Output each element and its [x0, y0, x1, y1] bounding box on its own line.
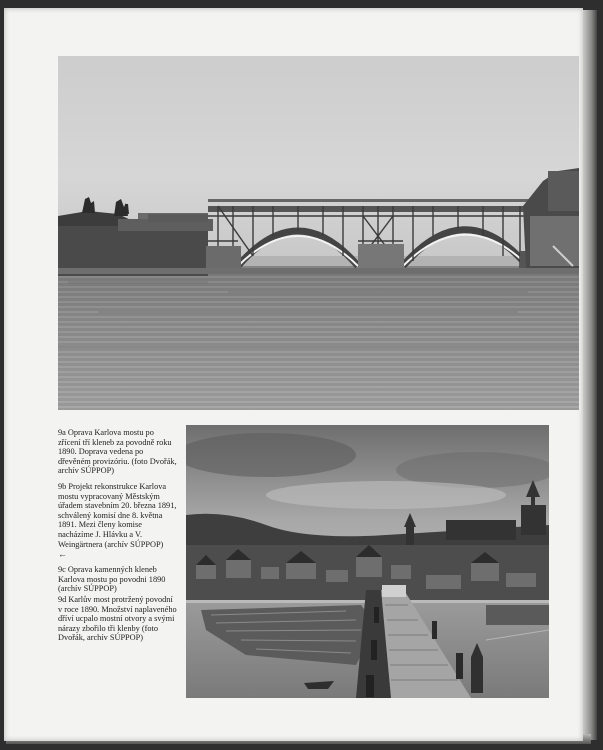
caption-9d: 9d Karlův most protržený povodní v roce 1890. Množství naplaveného dříví ucpalo mostní otvory a svými nárazy zbořilo tři klenby (foto Dvořák, archív SÚPPOP)	[58, 594, 177, 643]
prague-panorama-illustration	[186, 425, 549, 698]
page-edge	[583, 10, 597, 740]
caption-9c: 9c Oprava kamenných kleneb Karlova mostu po povodni 1890 (archív SÚPPOP)	[58, 565, 166, 594]
bridge-repair-illustration	[58, 56, 579, 410]
caption-9b	[58, 482, 178, 559]
photo-prague-panorama	[186, 425, 549, 698]
arrow-left-icon: ←	[58, 549, 67, 560]
caption-9a: 9a Oprava Karlova mostu po zřícení tří kleneb za povodně roku 1890. Doprava vedena po dřevěném provizóriu. (foto Dvořák, archív SÚPPOP)	[58, 428, 177, 476]
caption-column	[58, 428, 178, 649]
caption-9b-text: 9b Projekt rekonstrukce Karlova mostu vypracovaný Městským úřadem stavebním 20. března 1891, schválený komisí dne 8. května 1891. Mezi členy komise nacházíme J. Hlávku a V. Weingärtnera (archív SÚPPOP)	[58, 481, 177, 549]
photo-bridge-repair	[58, 56, 579, 410]
